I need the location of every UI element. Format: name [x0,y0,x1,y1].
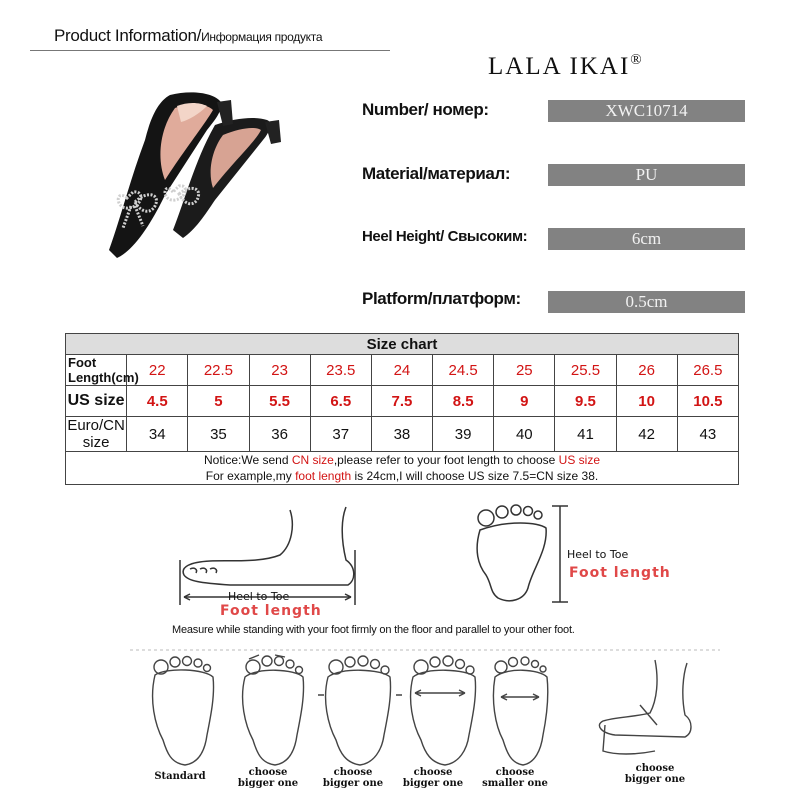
spec-label-heel-height: Heel Height/ Свысоким: [362,228,528,245]
row-header-foot-length: Foot Length(cm) [66,355,127,386]
spec-value-material: PU [548,164,745,186]
caption-bigger-one: choose bigger one [402,767,464,789]
table-cell: 8.5 [433,386,494,417]
table-cell: 35 [188,417,249,452]
table-cell: 25 [494,355,555,386]
sole-foot-length-label: Foot length [569,565,671,581]
side-foot-length-label: Foot length [220,603,322,619]
foot-shape-guide-illustrations [125,640,725,770]
brand-logo: LALA IKAI® [488,52,644,80]
spec-value-platform: 0.5cm [548,291,745,313]
table-cell: 36 [249,417,310,452]
table-cell: 34 [127,417,188,452]
table-row [66,386,739,417]
spec-label-number: Number/ номер: [362,100,489,119]
table-cell: 38 [371,417,432,452]
sole-heel-to-toe-label: Heel to Toe [567,548,629,561]
table-cell: 22 [127,355,188,386]
table-cell: 10 [616,386,677,417]
table-row [66,355,739,386]
size-chart-table [65,333,739,485]
spec-value-number: XWC10714 [548,100,745,122]
side-heel-to-toe-label: Heel to Toe [228,590,290,603]
table-cell: 37 [310,417,371,452]
table-cell: 7.5 [371,386,432,417]
title-underline [30,50,390,51]
table-cell: 43 [677,417,738,452]
size-notice: Notice:We send CN size,please refer to your foot length to choose US size For example,my foot length is 24cm,I will choose US size 7.5=CN size 38. [66,452,739,485]
caption-smaller-one: choose smaller one [482,767,548,789]
product-shoes-image [95,80,320,280]
table-row [66,417,739,452]
table-cell: 24.5 [433,355,494,386]
spec-label-platform: Platform/платформ: [362,289,521,308]
table-cell: 26.5 [677,355,738,386]
table-cell: 5.5 [249,386,310,417]
table-cell: 10.5 [677,386,738,417]
table-cell: 23 [249,355,310,386]
table-cell: 42 [616,417,677,452]
table-cell: 39 [433,417,494,452]
table-cell: 9.5 [555,386,616,417]
table-cell: 24 [371,355,432,386]
caption-bigger-one: choose bigger one [237,767,299,789]
table-cell: 5 [188,386,249,417]
table-cell: 4.5 [127,386,188,417]
table-cell: 26 [616,355,677,386]
table-cell: 41 [555,417,616,452]
row-header-euro-size: Euro/CN size [67,417,125,451]
caption-bigger-one: choose bigger one [624,763,686,785]
size-chart-title: Size chart [66,334,739,355]
caption-bigger-one: choose bigger one [322,767,384,789]
page-title: Product Information/Информация продукта [54,26,323,45]
table-cell: 40 [494,417,555,452]
table-cell: 23.5 [310,355,371,386]
spec-label-material: Material/материал: [362,164,511,183]
row-header-us-size: US size [66,386,127,417]
measure-instruction: Measure while standing with your foot firmly on the floor and parallel to your other foot. [172,624,575,636]
table-cell: 9 [494,386,555,417]
table-cell: 25.5 [555,355,616,386]
caption-standard: Standard [154,771,206,782]
table-cell: 22.5 [188,355,249,386]
table-cell: 6.5 [310,386,371,417]
spec-value-heel-height: 6cm [548,228,745,250]
